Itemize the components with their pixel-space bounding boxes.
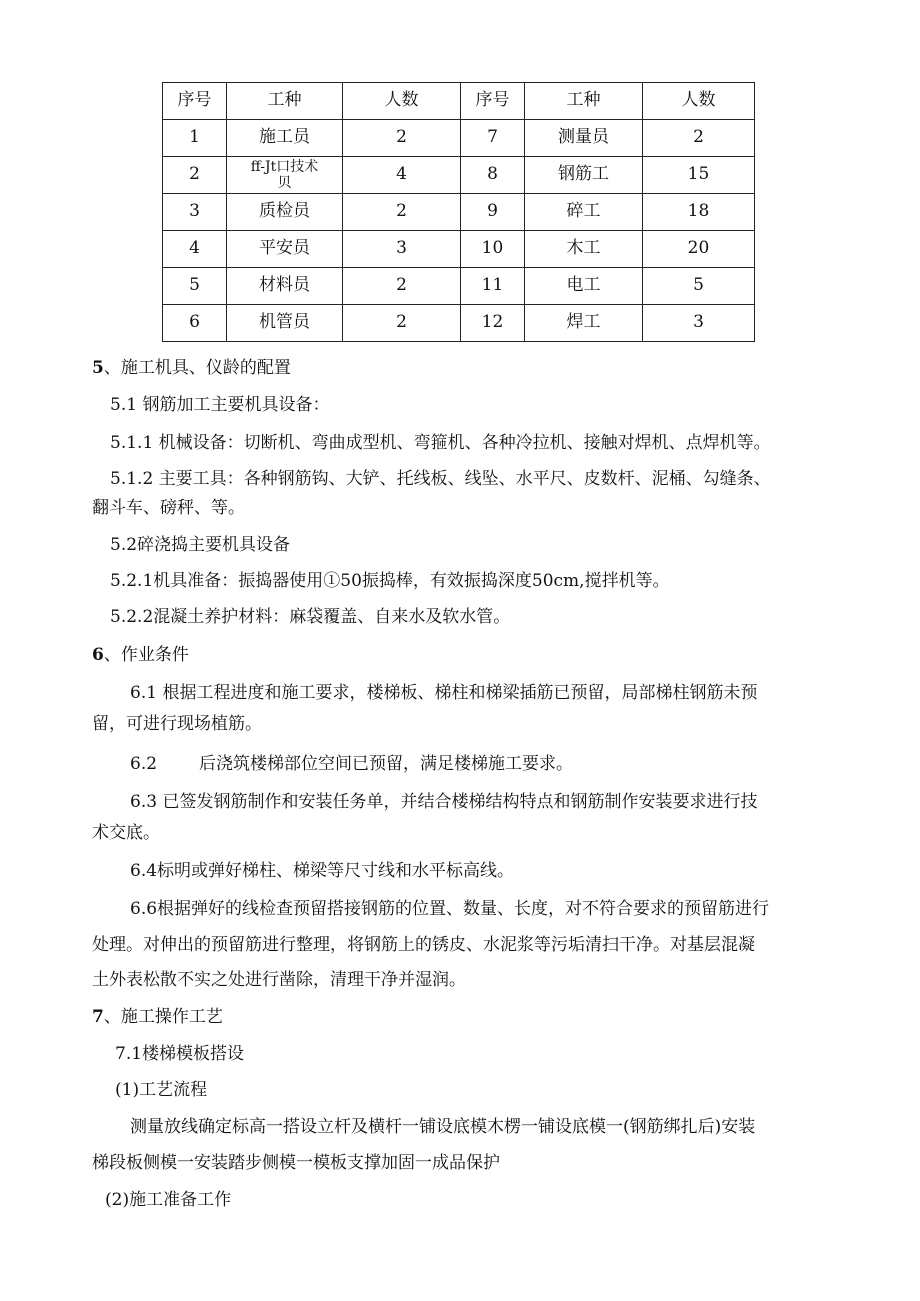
table-cell: 8: [461, 157, 525, 194]
table-cell: 9: [461, 194, 525, 231]
section-5-heading: [92, 356, 291, 380]
table-cell: 2: [343, 305, 461, 342]
section-5-number: 5: [92, 358, 104, 378]
section-7-heading: [92, 1005, 223, 1029]
table-cell: 电工: [525, 268, 643, 305]
header-cell: 工种: [525, 83, 643, 120]
section-6-number: 6: [92, 645, 104, 665]
table-cell: 10: [461, 231, 525, 268]
table-cell: 3: [343, 231, 461, 268]
para-7-flow-line1: 测量放线确定标高一搭设立杆及横杆一铺设底模木楞一铺设底模一(钢筋绑扎后)安装: [130, 1117, 756, 1137]
para-5-1-2-line2: 翻斗车、磅秤、等。: [92, 498, 245, 518]
para-6-6-line3: 土外表松散不实之处进行凿除，清理干净并湿润。: [92, 970, 466, 990]
para-5-2-2: 5.2.2混凝土养护材料：麻袋覆盖、自来水及软水管。: [110, 607, 511, 627]
header-cell: 人数: [343, 83, 461, 120]
table-header-row: [163, 83, 755, 120]
section-7-title: 、施工操作工艺: [103, 1007, 223, 1027]
header-cell: 工种: [227, 83, 343, 120]
para-5-2: 5.2碎浇捣主要机具设备: [110, 535, 291, 555]
table-cell: 5: [643, 268, 755, 305]
table-row: [163, 120, 755, 157]
para-5-1-2-line1: 5.1.2 主要工具：各种钢筋钩、大铲、托线板、线坠、水平尺、皮数杆、泥桶、勾缝条、: [110, 469, 771, 489]
table-cell: 平安员: [227, 231, 343, 268]
table-cell: 木工: [525, 231, 643, 268]
para-6-2-number: 6.2: [130, 754, 158, 774]
table-cell: 测量员: [525, 120, 643, 157]
table-cell: 2: [163, 157, 227, 194]
table-cell: 机管员: [227, 305, 343, 342]
table-row: [163, 231, 755, 268]
para-7-1-1: (1)工艺流程: [115, 1080, 208, 1100]
table-cell: 3: [643, 305, 755, 342]
para-6-2-text: 后浇筑楼梯部位空间已预留，满足楼梯施工要求。: [199, 754, 574, 774]
para-6-1-line1: 6.1 根据工程进度和施工要求，楼梯板、梯柱和梯梁插筋已预留，局部梯柱钢筋未预: [130, 683, 758, 703]
para-5-2-1: 5.2.1机具准备：振捣器使用①50振捣棒，有效振捣深度50cm,搅拌机等。: [110, 571, 670, 591]
table-row: [163, 305, 755, 342]
table-row: [163, 268, 755, 305]
table-cell: 6: [163, 305, 227, 342]
table-cell: 20: [643, 231, 755, 268]
table-cell: 质检员: [227, 194, 343, 231]
para-6-4: 6.4标明或弹好梯柱、梯梁等尺寸线和水平标高线。: [130, 861, 515, 881]
table-cell: 2: [343, 194, 461, 231]
table-cell: 钢筋工: [525, 157, 643, 194]
table-cell: 2: [643, 120, 755, 157]
para-5-1: 5.1 钢筋加工主要机具设备：: [110, 395, 330, 415]
table-cell: 11: [461, 268, 525, 305]
table-cell: 材料员: [227, 268, 343, 305]
table-cell: 焊工: [525, 305, 643, 342]
table-cell: 5: [163, 268, 227, 305]
para-6-6-line1: 6.6根据弹好的线检查预留搭接钢筋的位置、数量、长度，对不符合要求的预留筋进行: [130, 899, 770, 919]
para-7-1: 7.1楼梯模板搭设: [115, 1044, 245, 1064]
table-row: [163, 194, 755, 231]
para-6-1-line2: 留，可进行现场植筋。: [92, 714, 262, 734]
section-6-heading: [92, 643, 189, 667]
table-cell: 施工员: [227, 120, 343, 157]
table-cell: 2: [343, 268, 461, 305]
para-7-flow-line2: 梯段板侧模一安装踏步侧模一模板支撑加固一成品保护: [92, 1153, 500, 1173]
section-7-number: 7: [92, 1007, 104, 1027]
para-6-2: [130, 752, 573, 776]
table-cell: ff-Jt口技术 贝: [227, 157, 343, 194]
para-6-3-line2: 术交底。: [92, 823, 160, 843]
para-7-1-2: (2)施工准备工作: [105, 1190, 232, 1210]
table-cell: 碎工: [525, 194, 643, 231]
table-cell: 12: [461, 305, 525, 342]
table-row: [163, 157, 755, 194]
header-cell: 人数: [643, 83, 755, 120]
table-cell: 4: [163, 231, 227, 268]
section-6-title: 、作业条件: [103, 645, 189, 665]
table-cell: 4: [343, 157, 461, 194]
table-cell: 7: [461, 120, 525, 157]
table-cell: 2: [343, 120, 461, 157]
para-6-6-line2: 处理。对伸出的预留筋进行整理，将钢筋上的锈皮、水泥浆等污垢清扫干净。对基层混凝: [92, 935, 755, 955]
header-cell: 序号: [461, 83, 525, 120]
table-cell: 3: [163, 194, 227, 231]
header-cell: 序号: [163, 83, 227, 120]
para-6-3-line1: 6.3 已签发钢筋制作和安装任务单，并结合楼梯结构特点和钢筋制作安装要求进行技: [130, 792, 758, 812]
staff-table: [162, 82, 755, 342]
para-5-1-1: 5.1.1 机械设备：切断机、弯曲成型机、弯箍机、各种冷拉机、接触对焊机、点焊机等。: [110, 433, 771, 453]
section-5-title: 、施工机具、仪龄的配置: [103, 358, 291, 378]
table-cell: 1: [163, 120, 227, 157]
table-cell: 15: [643, 157, 755, 194]
table-cell: 18: [643, 194, 755, 231]
